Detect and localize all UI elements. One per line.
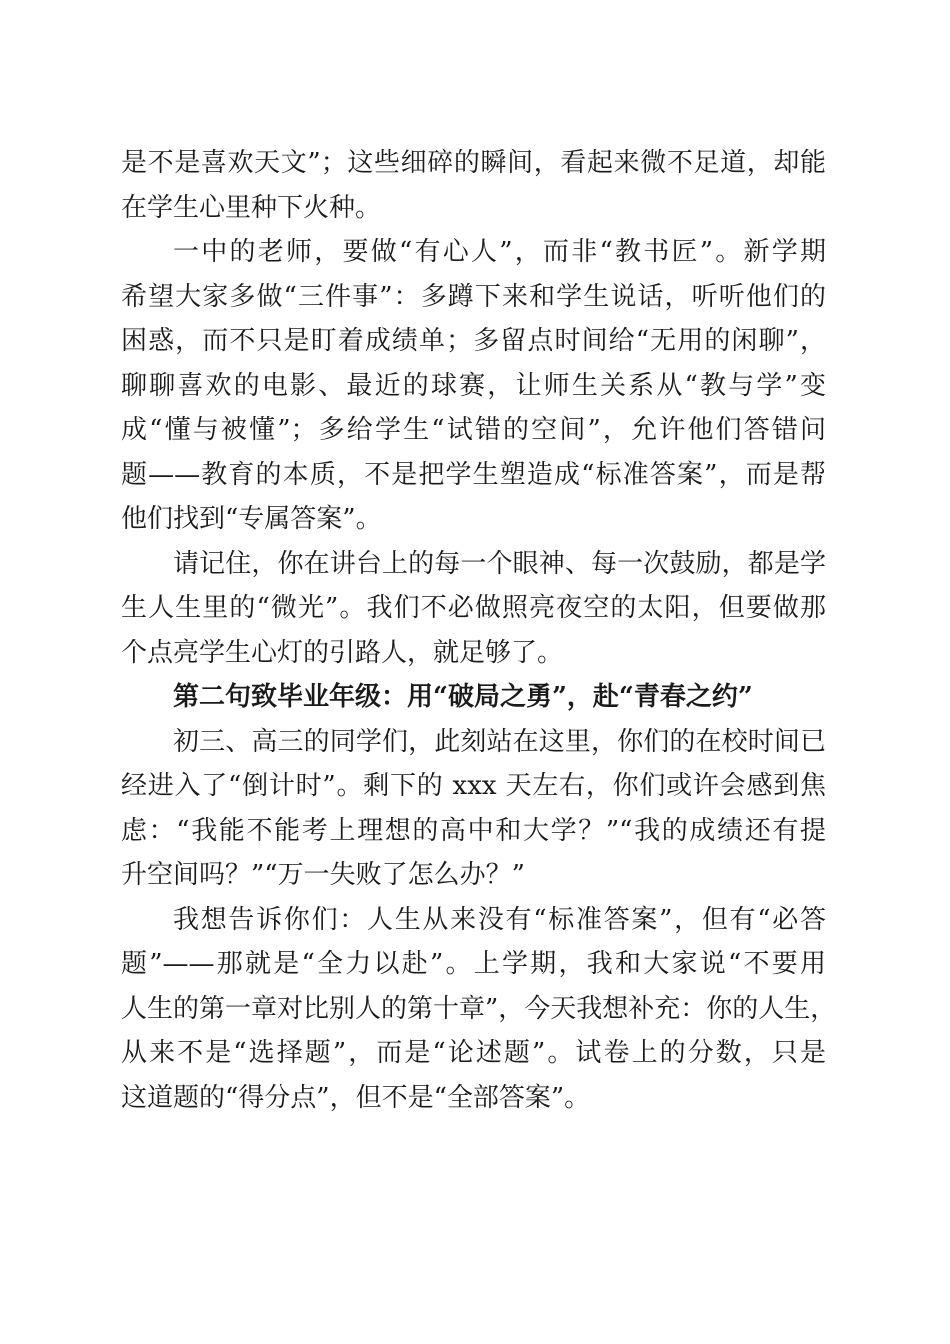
text-line: 我想告诉你们：人生从来没有“标准答案”，但有“必答 [173, 904, 826, 935]
text-line: 一中的老师，要做“有心人”，而非“教书匠”。新学期 [173, 237, 826, 267]
text-line: 虑：“我能不能考上理想的高中和大学？”“我的成绩还有提 [121, 815, 826, 846]
text-line: 他们找到“专属答案”。 [121, 504, 382, 534]
text-line: 是不是喜欢天文”；这些细碎的瞬间，看起来微不足道，却能 [121, 148, 826, 178]
text-line: 希望大家多做“三件事”：多蹲下来和学生说话，听听他们的 [121, 281, 826, 312]
text-line: 题”——那就是“全力以赴”。上学期，我和大家说“不要用 [121, 949, 826, 979]
text-line: 题——教育的本质，不是把学生塑造成“标准答案”，而是帮 [121, 459, 826, 490]
text-line: 升空间吗？”“万一失败了怎么办？” [121, 860, 525, 890]
text-line: 生人生里的“微光”。我们不必做照亮夜空的太阳，但要做那 [121, 593, 826, 623]
text-line: 人生的第一章对比别人的第十章”，今天我想补充：你的人生， [121, 993, 837, 1024]
text-line: 初三、高三的同学们，此刻站在这里，你们的在校时间已 [173, 726, 826, 757]
section-heading: 第二句致毕业年级：用“破局之勇”，赴“青春之约” [173, 682, 753, 712]
text-line: 经进入了“倒计时”。剩下的 xxx 天左右，你们或许会感到焦 [121, 771, 826, 801]
document-body [121, 141, 837, 1120]
text-line: 聊聊喜欢的电影、最近的球赛，让师生关系从“教与学”变 [121, 370, 826, 401]
text-line: 困惑，而不只是盯着成绩单；多留点时间给“无用的闲聊”， [121, 326, 826, 356]
text-line: 个点亮学生心灯的引路人，就足够了。 [121, 637, 564, 668]
text-line: 从来不是“选择题”，而是“论述题”。试卷上的分数，只是 [121, 1038, 826, 1068]
text-line: 在学生心里种下火种。 [121, 192, 382, 223]
text-line: 成“懂与被懂”；多给学生“试错的空间”，允许他们答错问 [121, 415, 826, 445]
text-line: 这道题的“得分点”，但不是“全部答案”。 [121, 1082, 591, 1113]
text-line: 请记住，你在讲台上的每一个眼神、每一次鼓励，都是学 [173, 548, 826, 579]
